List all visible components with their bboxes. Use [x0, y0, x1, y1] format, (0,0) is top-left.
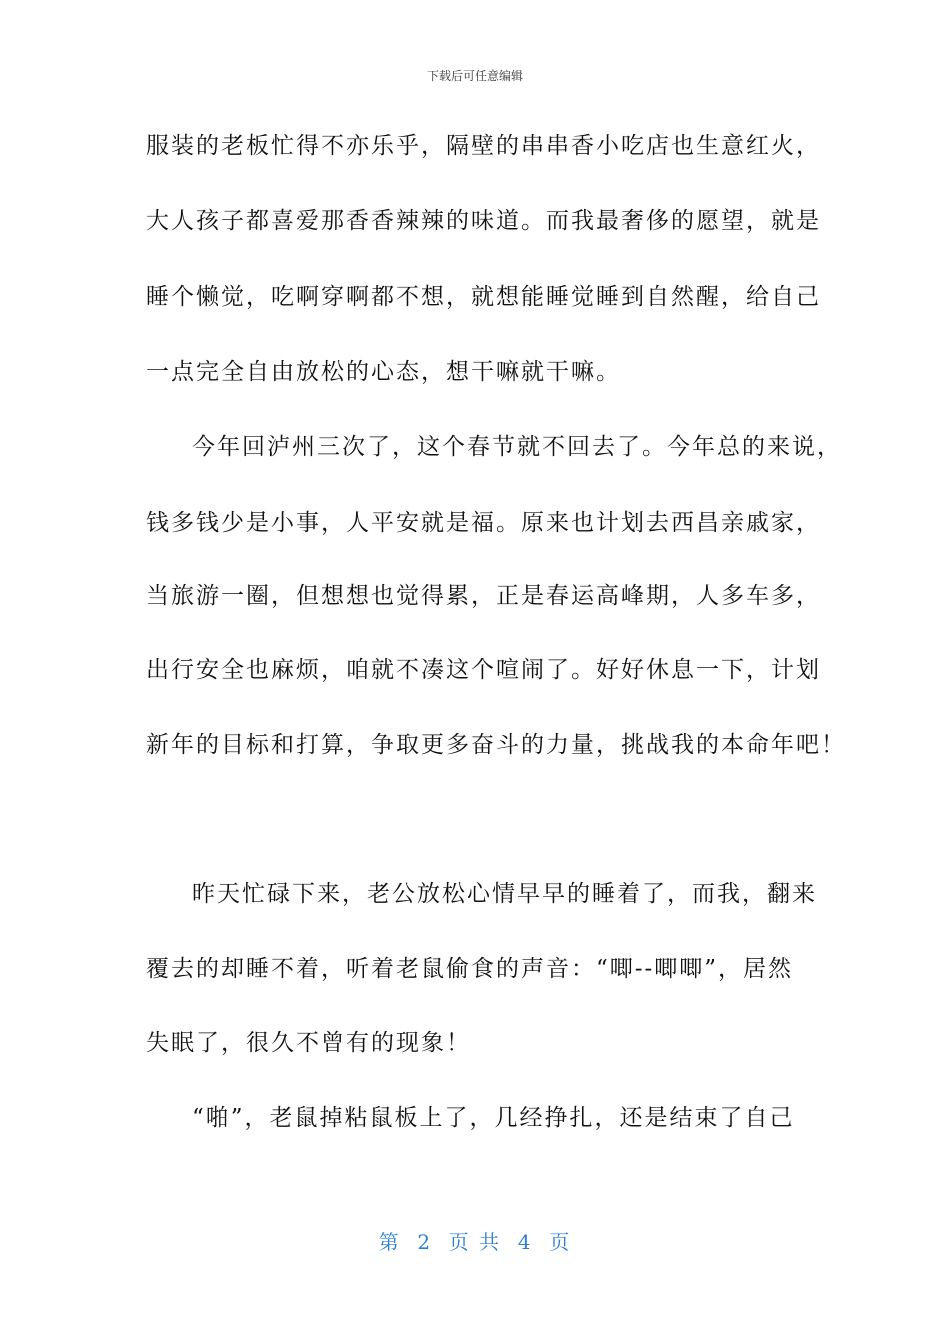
text-line: 大人孩子都喜爱那香香辣辣的味道。而我最奢侈的愿望，就是	[146, 208, 821, 234]
text-line: 出行安全也麻烦，咱就不凑这个喧闹了。好好休息一下，计划	[146, 657, 821, 683]
text-line: 钱多钱少是小事，人平安就是福。原来也计划去西昌亲戚家，	[146, 510, 821, 536]
paragraph-start-line: “啪”，老鼠掉粘鼠板上了，几经挣扎，还是结束了自己	[192, 1105, 795, 1131]
text-line: 一点完全自由放松的心态，想干嘛就干嘛。	[146, 359, 621, 385]
page-header: 下载后可任意编辑	[426, 69, 523, 83]
text-line: 失眠了，很久不曾有的现象！	[146, 1030, 471, 1056]
page-number-footer: 第 2 页 共 4 页	[378, 1230, 572, 1254]
paragraph-start-line: 今年回泸州三次了，这个春节就不回去了。今年总的来说，	[192, 434, 842, 460]
paragraph-start-line: 昨天忙碌下来，老公放松心情早早的睡着了，而我，翻来	[192, 881, 817, 907]
text-line: 覆去的却睡不着，听着老鼠偷食的声音：“唧--唧唧”，居然	[146, 956, 794, 982]
text-line: 服装的老板忙得不亦乐乎，隔壁的串串香小吃店也生意红火，	[146, 133, 821, 159]
text-line: 睡个懒觉，吃啊穿啊都不想，就想能睡觉睡到自然醒，给自己	[146, 284, 821, 310]
text-line: 当旅游一圈，但想想也觉得累，正是春运高峰期，人多车多，	[146, 583, 821, 609]
text-line: 新年的目标和打算，争取更多奋斗的力量，挑战我的本命年吧！	[146, 732, 846, 758]
